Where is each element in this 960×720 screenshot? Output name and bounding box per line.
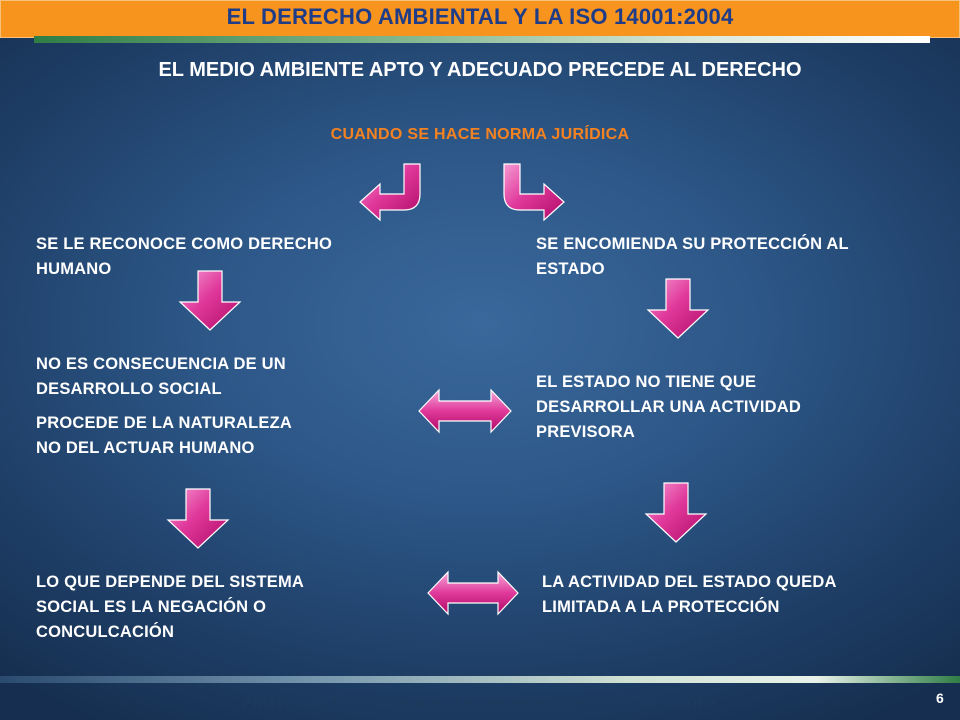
- down-arrow-left-1-icon: [178, 270, 242, 332]
- double-arrow-middle-icon: [417, 388, 513, 434]
- left-item-4-line-3: CONCULCACIÓN: [36, 623, 175, 641]
- right-item-1: [536, 232, 946, 282]
- footer-text: PROTEGER LA NATURALEZA ES RESPONSABILIDAD DE TODOS: [242, 696, 718, 712]
- right-item-2-line-1: EL ESTADO NO TIENE QUE: [536, 373, 757, 391]
- left-item-4-line-2: SOCIAL ES LA NEGACIÓN O: [36, 598, 267, 616]
- curved-arrow-left-icon: [358, 162, 424, 222]
- left-item-4: [36, 570, 416, 645]
- left-item-3: [36, 411, 416, 461]
- page-number: 6: [936, 690, 944, 706]
- right-item-2: [536, 370, 946, 445]
- right-item-1-line-1: SE ENCOMIENDA SU PROTECCIÓN AL: [536, 235, 849, 253]
- header-title: EL DERECHO AMBIENTAL Y LA ISO 14001:2004: [226, 4, 734, 29]
- left-item-2: [36, 352, 416, 402]
- left-item-2-line-1: NO ES CONSECUENCIA DE UN: [36, 355, 286, 373]
- subtitle: CUANDO SE HACE NORMA JURÍDICA: [330, 126, 630, 143]
- left-item-2-line-2: DESARROLLO SOCIAL: [36, 380, 222, 398]
- right-item-3-line-1: LA ACTIVIDAD DEL ESTADO QUEDA: [542, 573, 837, 591]
- left-item-1-line-2: HUMANO: [36, 260, 112, 278]
- left-item-3-line-1: PROCEDE DE LA NATURALEZA: [36, 414, 292, 432]
- right-item-1-line-2: ESTADO: [536, 260, 605, 278]
- main-title: EL MEDIO AMBIENTE APTO Y ADECUADO PRECEDE AL DERECHO: [158, 59, 802, 81]
- curved-arrow-right-icon: [500, 162, 566, 222]
- left-item-4-line-1: LO QUE DEPENDE DEL SISTEMA: [36, 573, 305, 591]
- right-item-2-line-2: DESARROLLAR UNA ACTIVIDAD: [536, 398, 802, 416]
- down-arrow-right-1-icon: [646, 278, 710, 340]
- down-arrow-left-2-icon: [166, 488, 230, 550]
- right-item-2-line-3: PREVISORA: [536, 423, 635, 441]
- left-item-1-line-1: SE LE RECONOCE COMO DERECHO: [36, 235, 333, 253]
- down-arrow-right-2-icon: [644, 482, 708, 544]
- right-item-3: [542, 570, 942, 620]
- double-arrow-bottom-icon: [426, 570, 520, 616]
- bottom-divider: [0, 676, 960, 683]
- right-item-3-line-2: LIMITADA A LA PROTECCIÓN: [542, 598, 780, 616]
- left-item-3-line-2: NO DEL ACTUAR HUMANO: [36, 439, 255, 457]
- top-divider: [34, 36, 930, 43]
